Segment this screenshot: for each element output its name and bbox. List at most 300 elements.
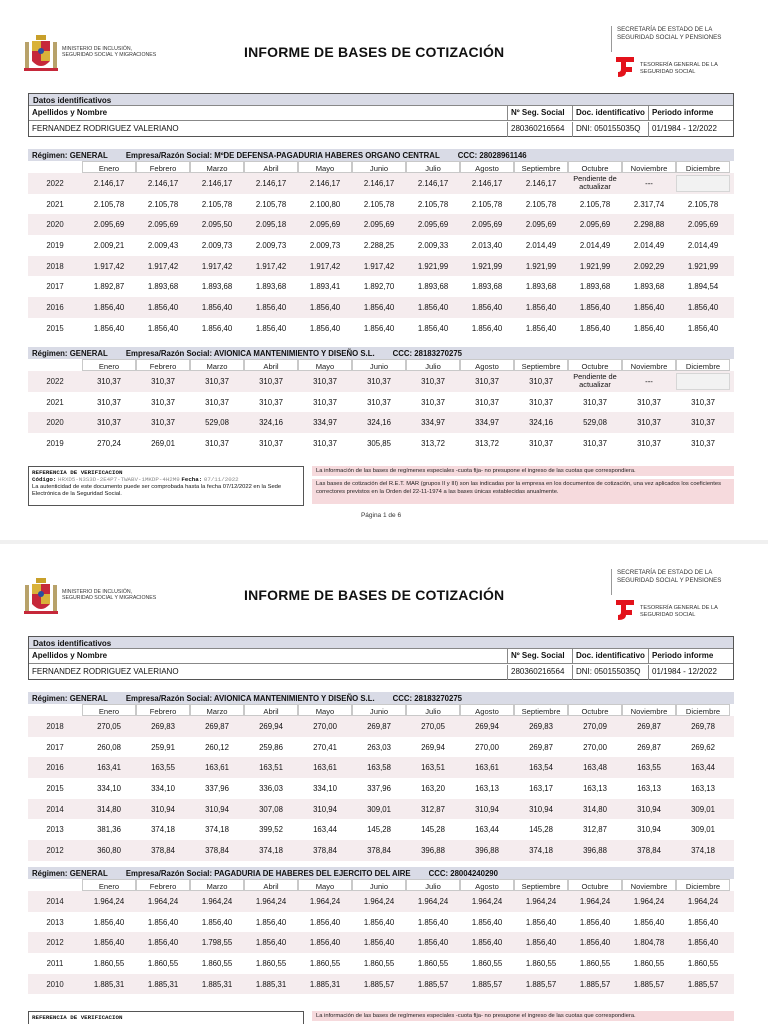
page-2: [0, 543, 768, 1024]
year-cell: 2015: [46, 323, 64, 333]
month-header-cell: Julio: [406, 704, 460, 716]
base-value-cell: 310,37: [205, 376, 229, 386]
base-value-cell: 310,37: [259, 397, 283, 407]
base-value-cell: 324,16: [367, 418, 391, 428]
ministry-logo: [22, 33, 157, 75]
month-header-cell: Septiembre: [514, 879, 568, 891]
base-value-cell: 1.856,40: [363, 323, 395, 333]
base-value-cell: 1.894,54: [687, 282, 719, 292]
month-header-cell: Octubre: [568, 161, 622, 173]
base-value-cell: 269,83: [151, 721, 175, 731]
base-value-cell: 2.105,78: [687, 199, 719, 209]
base-value-cell: 314,80: [583, 804, 607, 814]
months-header: [28, 359, 734, 371]
doc-label: Doc. identificativo: [573, 106, 649, 121]
year-cell: 2014: [46, 896, 64, 906]
base-value-cell: 2.095,69: [363, 220, 395, 230]
base-value-cell: 2.014,49: [579, 240, 611, 250]
base-value-cell: 2.095,69: [471, 220, 503, 230]
base-value-cell: 163,48: [583, 763, 607, 773]
base-value-cell: 1.856,40: [93, 917, 125, 927]
section-empresa: Empresa/Razón Social: AVIONICA MANTENIMIENTO Y DISEÑO S.L.: [125, 694, 375, 703]
base-value-cell: 269,78: [691, 721, 715, 731]
base-value-cell: 270,24: [97, 438, 121, 448]
base-value-cell: 1.885,31: [93, 979, 125, 989]
base-value-cell: 1.917,42: [309, 261, 341, 271]
base-value-cell: 259,86: [259, 742, 283, 752]
tgss-mark-icon: [614, 598, 636, 622]
base-value-cell: 163,13: [583, 783, 607, 793]
base-value-cell: 396,88: [475, 846, 499, 856]
base-value-cell: 270,05: [97, 721, 121, 731]
base-value-cell: 1.921,99: [417, 261, 449, 271]
base-value-cell: 2.009,21: [93, 240, 125, 250]
base-value-cell: 269,87: [529, 742, 553, 752]
base-value-cell: 1.856,40: [579, 917, 611, 927]
ministry-name: MINISTERIO DE INCLUSIÓN, SEGURIDAD SOCIAL Y MIGRACIONES: [62, 46, 157, 58]
base-value-cell: 2.095,69: [147, 220, 179, 230]
base-value-cell: 1.893,68: [525, 282, 557, 292]
month-header-cell: Abril: [244, 879, 298, 891]
month-header-cell: Julio: [406, 359, 460, 371]
base-value-cell: 310,37: [475, 376, 499, 386]
month-header-cell: Febrero: [136, 704, 190, 716]
empty-cell: [676, 175, 730, 192]
base-value-cell: 1.860,55: [417, 958, 449, 968]
base-value-cell: 334,97: [475, 418, 499, 428]
base-value-cell: 1.917,42: [93, 261, 125, 271]
table-row: [28, 932, 734, 953]
month-header-cell: Enero: [82, 359, 136, 371]
base-value-cell: 1.885,57: [687, 979, 719, 989]
month-header-cell: Junio: [352, 879, 406, 891]
month-header-cell: Agosto: [460, 704, 514, 716]
base-value-cell: Pendiente de actualizar: [573, 372, 617, 390]
base-value-cell: 1.856,40: [147, 323, 179, 333]
base-value-cell: 1.885,57: [525, 979, 557, 989]
tgss-name: TESORERÍA GENERAL DE LA SEGURIDAD SOCIAL: [640, 62, 718, 75]
base-value-cell: 2.146,17: [255, 178, 287, 188]
base-value-cell: 2.105,78: [417, 199, 449, 209]
base-value-cell: 1.893,68: [471, 282, 503, 292]
base-value-cell: 269,87: [637, 742, 661, 752]
report-title: INFORME DE BASES DE COTIZACIÓN: [244, 587, 505, 603]
base-value-cell: 1.856,40: [255, 917, 287, 927]
base-value-cell: 1.860,55: [363, 958, 395, 968]
base-value-cell: 2.095,69: [687, 220, 719, 230]
page-header: [0, 543, 768, 633]
month-header-cell: Agosto: [460, 879, 514, 891]
base-value-cell: 310,37: [367, 376, 391, 386]
section-header: [28, 347, 734, 359]
periodo-label: Periodo informe: [649, 649, 733, 664]
tgss-logo: [614, 598, 734, 624]
periodo-value: 01/1984 - 12/2022: [652, 667, 717, 676]
base-value-cell: 374,18: [691, 846, 715, 856]
ref-title: REFERENCIA DE VERIFICACION: [32, 1014, 123, 1021]
base-value-cell: 324,16: [259, 418, 283, 428]
table-row: [28, 912, 734, 933]
fecha-label: Fecha:: [181, 476, 203, 483]
month-header-cell: Noviembre: [622, 359, 676, 371]
base-value-cell: 334,97: [421, 418, 445, 428]
table-row: [28, 820, 734, 841]
nss-label: Nº Seg. Social: [508, 106, 573, 121]
base-value-cell: 310,94: [151, 804, 175, 814]
table-row: [28, 953, 734, 974]
base-value-cell: 529,08: [583, 418, 607, 428]
base-value-cell: 310,37: [97, 397, 121, 407]
base-value-cell: 1.856,40: [309, 303, 341, 313]
base-value-cell: 163,44: [313, 825, 337, 835]
section-regimen: Régimen: GENERAL: [32, 694, 108, 703]
base-value-cell: 1.921,99: [471, 261, 503, 271]
base-value-cell: 1.856,40: [201, 323, 233, 333]
base-value-cell: 1.856,40: [633, 303, 665, 313]
month-header-cell: Octubre: [568, 704, 622, 716]
contribution-section: [28, 692, 734, 864]
section-ccc: CCC: 28004240290: [428, 869, 498, 878]
base-value-cell: 1.964,24: [579, 896, 611, 906]
base-value-cell: 2.146,17: [363, 178, 395, 188]
month-header-cell: Junio: [352, 359, 406, 371]
year-cell: 2015: [46, 783, 64, 793]
base-value-cell: 1.964,24: [687, 896, 719, 906]
base-value-cell: 1.856,40: [687, 938, 719, 948]
base-value-cell: 310,37: [205, 438, 229, 448]
base-value-cell: 2.288,25: [363, 240, 395, 250]
footer-notes: [312, 1011, 734, 1024]
page-number: Página 1 de 6: [360, 512, 402, 519]
months-header: [28, 161, 734, 173]
base-value-cell: 310,37: [691, 418, 715, 428]
verification-date: 07/11/2022: [203, 476, 239, 483]
base-value-cell: 163,54: [529, 763, 553, 773]
base-value-cell: 1.921,99: [579, 261, 611, 271]
base-value-cell: 1.860,55: [255, 958, 287, 968]
base-value-cell: 163,51: [421, 763, 445, 773]
base-value-cell: 269,87: [205, 721, 229, 731]
base-value-cell: 163,61: [205, 763, 229, 773]
base-value-cell: 1.856,40: [417, 917, 449, 927]
base-value-cell: 1.860,55: [687, 958, 719, 968]
base-value-cell: 378,84: [367, 846, 391, 856]
name-value: FERNANDEZ RODRIGUEZ VALERIANO: [29, 665, 508, 680]
section-empresa: Empresa/Razón Social: AVIONICA MANTENIMIENTO Y DISEÑO S.L.: [125, 349, 375, 358]
name-value: FERNANDEZ RODRIGUEZ VALERIANO: [29, 122, 508, 137]
base-value-cell: 269,94: [259, 721, 283, 731]
base-value-cell: 163,55: [151, 763, 175, 773]
base-value-cell: 1.856,40: [687, 303, 719, 313]
base-value-cell: 1.964,24: [471, 896, 503, 906]
base-value-cell: 2.014,49: [633, 240, 665, 250]
base-value-cell: 260,12: [205, 742, 229, 752]
base-value-cell: 1.964,24: [201, 896, 233, 906]
month-header-cell: Mayo: [298, 161, 352, 173]
base-value-cell: 1.856,40: [309, 323, 341, 333]
base-value-cell: 2.014,49: [525, 240, 557, 250]
base-value-cell: 1.885,57: [633, 979, 665, 989]
base-value-cell: 1.856,40: [309, 917, 341, 927]
base-value-cell: 2.009,73: [309, 240, 341, 250]
base-value-cell: 1.856,40: [363, 938, 395, 948]
base-value-cell: 310,37: [313, 376, 337, 386]
base-value-cell: 1.856,40: [471, 323, 503, 333]
base-value-cell: 310,37: [97, 376, 121, 386]
base-value-cell: 310,94: [529, 804, 553, 814]
secretaria-label: SECRETARÍA DE ESTADO DE LA SEGURIDAD SOCIAL Y PENSIONES: [611, 569, 728, 595]
base-value-cell: 2.009,33: [417, 240, 449, 250]
base-value-cell: 313,72: [421, 438, 445, 448]
name-label: Apellidos y Nombre: [29, 649, 508, 664]
year-cell: 2018: [46, 721, 64, 731]
base-value-cell: 1.893,68: [201, 282, 233, 292]
base-value-cell: 310,94: [475, 804, 499, 814]
section-ccc: CCC: 28183270275: [392, 694, 462, 703]
base-value-cell: 310,37: [151, 397, 175, 407]
base-value-cell: 1.856,40: [309, 938, 341, 948]
month-header-cell: Mayo: [298, 704, 352, 716]
month-header-cell: Agosto: [460, 359, 514, 371]
coat-of-arms-icon: [22, 33, 60, 75]
year-cell: 2011: [46, 958, 64, 968]
base-value-cell: 163,44: [691, 763, 715, 773]
base-value-cell: 2.146,17: [147, 178, 179, 188]
base-value-cell: 1.917,42: [363, 261, 395, 271]
base-value-cell: 1.856,40: [471, 917, 503, 927]
table-row: [28, 371, 734, 392]
doc-value: DNI: 050155035Q: [573, 122, 649, 137]
base-value-cell: 2.092,29: [633, 261, 665, 271]
base-value-cell: 1.885,31: [201, 979, 233, 989]
base-value-cell: 259,91: [151, 742, 175, 752]
year-cell: 2017: [46, 742, 64, 752]
year-cell: 2017: [46, 282, 64, 292]
page-header: [0, 0, 768, 90]
base-value-cell: 1.856,40: [687, 917, 719, 927]
table-row: [28, 974, 734, 995]
base-value-cell: 310,37: [313, 397, 337, 407]
month-header-cell: Febrero: [136, 879, 190, 891]
year-cell: 2021: [46, 397, 64, 407]
month-header-cell: Noviembre: [622, 704, 676, 716]
base-value-cell: 310,94: [637, 825, 661, 835]
table-row: [28, 235, 734, 256]
section-regimen: Régimen: GENERAL: [32, 151, 108, 160]
year-cell: 2010: [46, 979, 64, 989]
base-value-cell: 334,10: [97, 783, 121, 793]
base-value-cell: 378,84: [205, 846, 229, 856]
note-cuota-fija: La información de las bases de regímenes especiales -cuota fija- no presupone el ingreso de las cuotas que correspondiera.: [312, 1011, 734, 1021]
base-value-cell: 2.095,69: [417, 220, 449, 230]
table-row: [28, 392, 734, 413]
base-value-cell: 1.964,24: [255, 896, 287, 906]
base-value-cell: 1.856,40: [255, 303, 287, 313]
base-value-cell: 2.105,78: [579, 199, 611, 209]
table-row: [28, 214, 734, 235]
month-header-cell: Enero: [82, 879, 136, 891]
base-value-cell: 1.964,24: [93, 896, 125, 906]
month-header-cell: Abril: [244, 161, 298, 173]
table-row: [28, 737, 734, 758]
footer-notes: [312, 466, 734, 506]
base-value-cell: 310,94: [637, 804, 661, 814]
months-header: [28, 879, 734, 891]
base-value-cell: 360,80: [97, 846, 121, 856]
base-value-cell: 2.105,78: [201, 199, 233, 209]
nss-value: 280360216564: [508, 122, 573, 137]
base-value-cell: 1.893,68: [417, 282, 449, 292]
base-value-cell: 270,41: [313, 742, 337, 752]
base-value-cell: 1.917,42: [255, 261, 287, 271]
month-header-cell: Marzo: [190, 879, 244, 891]
month-header-cell: Enero: [82, 161, 136, 173]
base-value-cell: 1.856,40: [579, 938, 611, 948]
base-value-cell: 1.892,70: [363, 282, 395, 292]
base-value-cell: 1.893,68: [147, 282, 179, 292]
name-label: Apellidos y Nombre: [29, 106, 508, 121]
table-row: [28, 799, 734, 820]
base-value-cell: 310,37: [421, 397, 445, 407]
base-value-cell: 310,37: [97, 418, 121, 428]
base-value-cell: 312,87: [583, 825, 607, 835]
base-value-cell: 307,08: [259, 804, 283, 814]
base-value-cell: 269,94: [421, 742, 445, 752]
base-value-cell: 1.856,40: [417, 323, 449, 333]
table-row: [28, 433, 734, 454]
identification-box: [28, 93, 734, 137]
base-value-cell: 1.856,40: [201, 917, 233, 927]
base-value-cell: 337,96: [367, 783, 391, 793]
base-value-cell: 2.146,17: [201, 178, 233, 188]
base-value-cell: 1.964,24: [417, 896, 449, 906]
base-value-cell: 310,37: [691, 438, 715, 448]
base-value-cell: 310,37: [259, 376, 283, 386]
section-header: [28, 867, 734, 879]
base-value-cell: 270,00: [583, 742, 607, 752]
identification-box: [28, 636, 734, 680]
base-value-cell: 374,18: [205, 825, 229, 835]
note-ret-mar: Las bases de cotización del R.E.T. MAR (grupos II y III) son las indicadas por la empresa en los documentos de cotización, una vez aplicados los coeficientes correctores previstos en la Orden del 22-11-1974 a las bases únicas establecidas anualmente.: [312, 479, 734, 504]
contribution-section: [28, 867, 734, 997]
section-header: [28, 692, 734, 704]
base-value-cell: 336,03: [259, 783, 283, 793]
ref-text: La autenticidad de este documento puede ser comprobada hasta la fecha 07/12/2022 en la Sede Electrónica de la Seguridad Social.: [32, 484, 282, 497]
base-value-cell: 2.009,73: [201, 240, 233, 250]
base-value-cell: 2.146,17: [309, 178, 341, 188]
month-header-cell: Junio: [352, 704, 406, 716]
base-value-cell: 1.885,57: [417, 979, 449, 989]
codigo-label: Código:: [32, 476, 57, 483]
base-value-cell: 1.860,55: [633, 958, 665, 968]
base-value-cell: 1.885,57: [579, 979, 611, 989]
base-value-cell: 1.860,55: [147, 958, 179, 968]
periodo-label: Periodo informe: [649, 106, 733, 121]
month-header-cell: Diciembre: [676, 161, 730, 173]
base-value-cell: 310,37: [259, 438, 283, 448]
base-value-cell: 312,87: [421, 804, 445, 814]
coat-of-arms-icon: [22, 576, 60, 618]
base-value-cell: 310,37: [529, 376, 553, 386]
base-value-cell: 1.964,24: [147, 896, 179, 906]
contribution-section: [28, 149, 734, 345]
secretaria-label: SECRETARÍA DE ESTADO DE LA SEGURIDAD SOCIAL Y PENSIONES: [611, 26, 728, 52]
base-value-cell: 1.856,40: [417, 938, 449, 948]
base-value-cell: 1.856,40: [417, 303, 449, 313]
table-row: [28, 194, 734, 215]
base-value-cell: 2.298,88: [633, 220, 665, 230]
base-value-cell: 310,37: [583, 397, 607, 407]
month-header-cell: Octubre: [568, 359, 622, 371]
base-value-cell: 2.095,69: [525, 220, 557, 230]
section-ccc: CCC: 28028961146: [457, 151, 527, 160]
base-value-cell: 1.856,40: [525, 323, 557, 333]
base-value-cell: 1.885,31: [147, 979, 179, 989]
table-row: [28, 318, 734, 339]
base-value-cell: 269,87: [367, 721, 391, 731]
base-value-cell: 2.105,78: [471, 199, 503, 209]
base-value-cell: 269,94: [475, 721, 499, 731]
year-cell: 2016: [46, 303, 64, 313]
base-value-cell: 1.856,40: [471, 303, 503, 313]
base-value-cell: 310,37: [529, 438, 553, 448]
note-cuota-fija: La información de las bases de regímenes especiales -cuota fija- no presupone el ingreso de las cuotas que correspondiera.: [312, 466, 734, 476]
contribution-section: [28, 347, 734, 459]
table-row: [28, 757, 734, 778]
base-value-cell: 1.860,55: [309, 958, 341, 968]
month-header-cell: Diciembre: [676, 704, 730, 716]
table-row: [28, 891, 734, 912]
ministry-name: MINISTERIO DE INCLUSIÓN, SEGURIDAD SOCIAL Y MIGRACIONES: [62, 589, 157, 601]
base-value-cell: 2.317,74: [633, 199, 665, 209]
base-value-cell: 310,37: [583, 438, 607, 448]
base-value-cell: 399,52: [259, 825, 283, 835]
base-value-cell: 1.964,24: [525, 896, 557, 906]
base-value-cell: 305,85: [367, 438, 391, 448]
base-value-cell: 1.798,55: [201, 938, 233, 948]
section-empresa: Empresa/Razón Social: MºDE DEFENSA-PAGADURIA HABERES ORGANO CENTRAL: [125, 151, 440, 160]
base-value-cell: 1.856,40: [147, 917, 179, 927]
base-value-cell: 1.893,68: [255, 282, 287, 292]
base-value-cell: 1.856,40: [93, 938, 125, 948]
base-value-cell: 310,37: [205, 397, 229, 407]
month-header-cell: Noviembre: [622, 879, 676, 891]
base-value-cell: 1.860,55: [471, 958, 503, 968]
base-value-cell: 1.860,55: [579, 958, 611, 968]
year-cell: 2019: [46, 240, 64, 250]
base-value-cell: 310,37: [313, 438, 337, 448]
base-value-cell: 1.856,40: [525, 938, 557, 948]
month-header-cell: Octubre: [568, 879, 622, 891]
month-header-cell: Julio: [406, 879, 460, 891]
base-value-cell: 334,10: [151, 783, 175, 793]
month-header-cell: Septiembre: [514, 704, 568, 716]
base-value-cell: 374,18: [151, 825, 175, 835]
base-value-cell: 314,80: [97, 804, 121, 814]
base-value-cell: 2.009,43: [147, 240, 179, 250]
year-cell: 2020: [46, 418, 64, 428]
month-header-cell: Marzo: [190, 161, 244, 173]
base-value-cell: 334,10: [313, 783, 337, 793]
base-value-cell: 1.921,99: [525, 261, 557, 271]
table-row: [28, 256, 734, 277]
month-header-cell: Junio: [352, 161, 406, 173]
table-row: [28, 778, 734, 799]
year-cell: 2014: [46, 804, 64, 814]
base-value-cell: 1.856,40: [363, 917, 395, 927]
report-title: INFORME DE BASES DE COTIZACIÓN: [244, 44, 505, 60]
base-value-cell: 1.893,68: [579, 282, 611, 292]
